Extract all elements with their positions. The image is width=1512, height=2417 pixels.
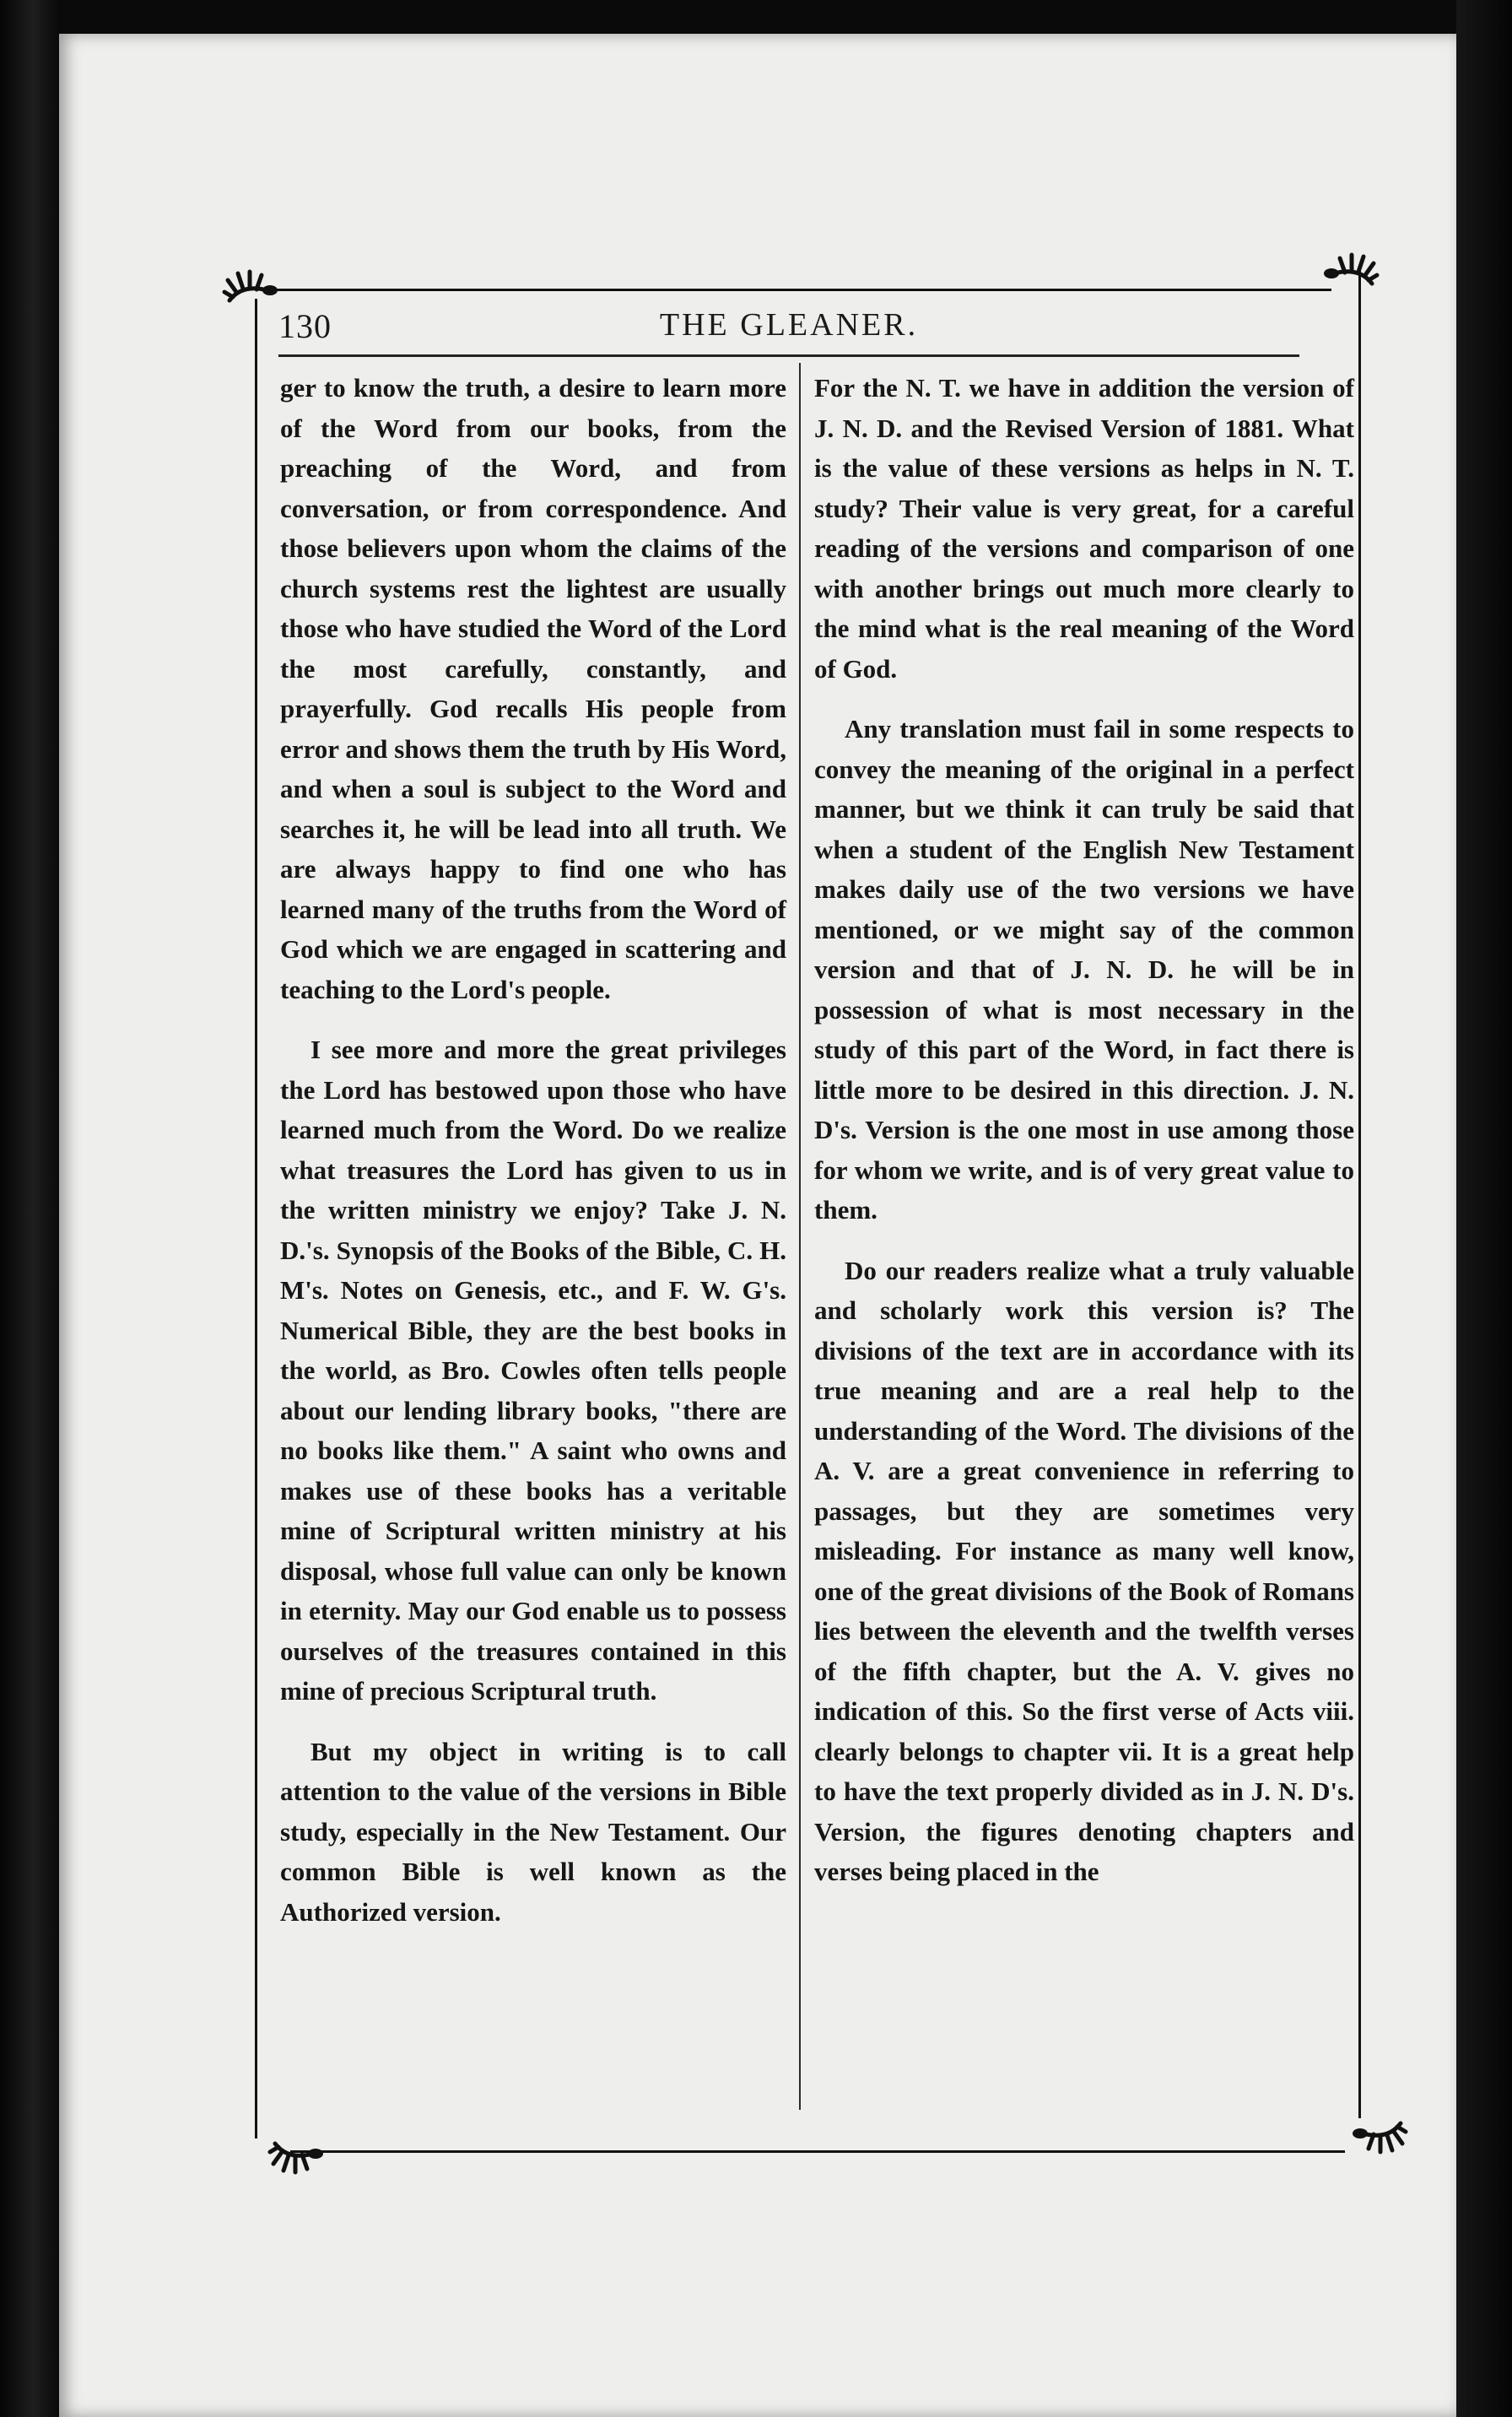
right-text-column [814,368,1354,1892]
scan-right-edge [1456,0,1512,2417]
paragraph: Any translation must fail in some respects to convey the meaning of the original in a perfect manner, but we think it can truly be said that when a student of the English New Testament makes daily use of the two versions we have mentioned, or we might say of the common version and that of J. N. D. he will be in possession of what is most necessary in the study of this part of the Word, in fact there is little more to be desired in this direction. J. N. D's. Version is the one most in use among those for whom we write, and is of very great value to them. [814,714,1354,1225]
floral-corner-ornament-icon [1321,233,1380,292]
frame-top-rule [277,289,1331,291]
paragraph: For the N. T. we have in addition the version of J. N. D. and the Revised Version of 1881. What is the value of these versions as helps in N. T. study? Their value is very great, for a careful reading of the versions and comparison of one with another brings out much more clearly to the mind what is the real meaning of the Word of God. [814,373,1354,684]
scan-top-edge [0,0,1512,34]
frame-left-rule [255,299,257,2139]
book-spine [0,0,59,2417]
floral-corner-ornament-icon [267,2135,326,2194]
paragraph: I see more and more the great privileges the Lord has bestowed upon those who have learned much from the Word. Do we realize what treasures the Lord has given to us in the written ministry we enjoy? Take J. N. D.'s. Synopsis of the Books of the Bible, C. H. M's. Notes on Genesis, etc., and F. W. G's. Numerical Bible, they are the best books in the world, as Bro. Cowles often tells people about our lending library books, "there are no books like them." A saint who owns and makes use of these books has a veritable mine of Scriptural written ministry at his disposal, whose full value can only be known in eternity. May our God enable us to possess ourselves of the treasures contained in this mine of precious Scriptural truth. [280,1035,786,1706]
floral-corner-ornament-icon [1350,2115,1409,2174]
journal-title: THE GLEANER. [659,307,919,343]
header-rule [278,354,1299,357]
floral-corner-ornament-icon [221,250,280,309]
frame-bottom-rule [290,2150,1345,2153]
left-text-column [280,368,786,1932]
running-head [278,300,1299,350]
paragraph: ger to know the truth, a desire to learn more of the Word from our books, from the preaching of the Word, and from conversation, or from correspondence. And those believers upon whom the claims of the church systems rest the lightest are usually those who have studied the Word of the Lord the most carefully, constantly, and prayerfully. God recalls His people from error and shows them the truth by His Word, and when a soul is subject to the Word and searches it, he will be lead into all truth. We are always happy to find one who has learned many of the truths from the Word of God which we are engaged in scattering and teaching to the Lord's people. [280,373,786,1004]
page-number: 130 [278,307,332,345]
paragraph: Do our readers realize what a truly valuable and scholarly work this version is? The divisions of the text are in accordance with its true meaning and are a real help to the understanding of the Word. The divisions of the A. V. are a great convenience in referring to passages, but they are sometimes very misleading. For instance as many well know, one of the great divisions of the Book of Romans lies between the eleventh and the twelfth verses of the fifth chapter, but the A. V. gives no indication of this. So the first verse of Acts viii. clearly belongs to chapter vii. It is a great help to have the text properly divided as in J. N. D's. Version, the figures denoting chapters and verses being placed in the [814,1255,1354,1886]
paragraph: But my object in writing is to call attention to the value of the versions in Bible study, especially in the New Testament. Our common Bible is well known as the Authorized version. [280,1736,786,1927]
frame-right-rule [1358,270,1361,2118]
column-divider [799,363,801,2110]
